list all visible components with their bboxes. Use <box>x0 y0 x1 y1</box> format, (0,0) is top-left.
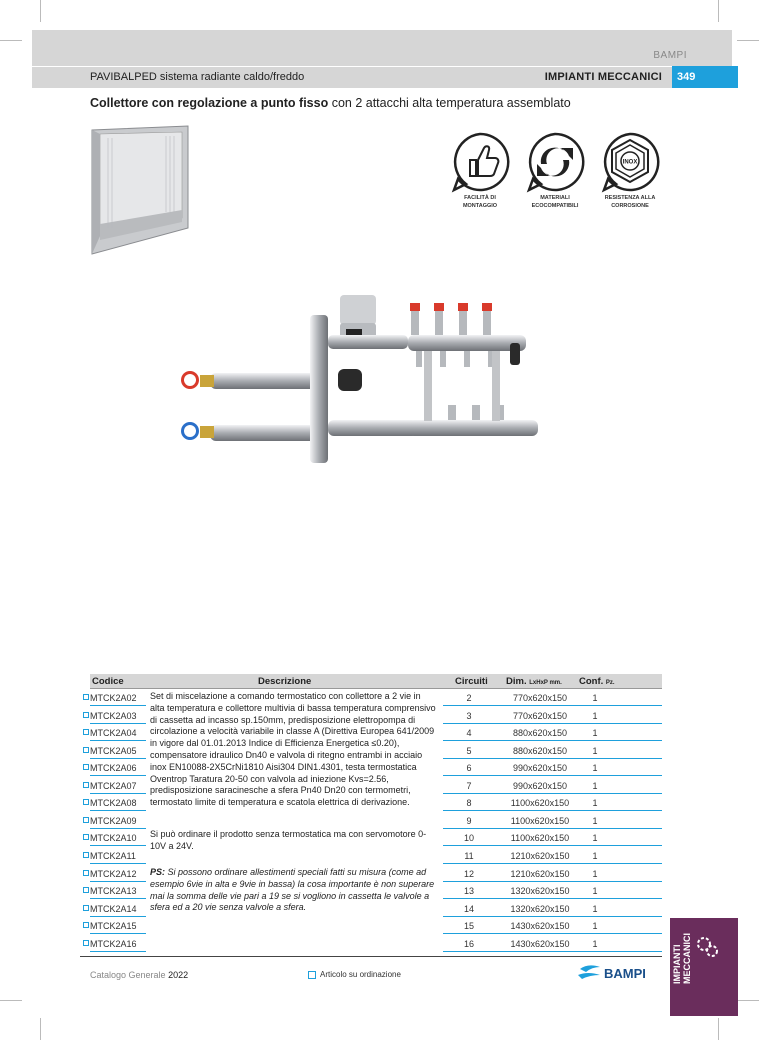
footer-legend <box>308 970 401 979</box>
side-chapter-label <box>672 924 692 984</box>
col-conf-unit: Pz. <box>605 680 615 686</box>
conf-value: 1 <box>592 728 598 739</box>
dimensions-value: 1100x620x150 <box>510 798 570 809</box>
gear-icon <box>694 934 720 960</box>
order-checkbox-icon <box>83 694 89 700</box>
badge-label: MONTAGGIO <box>462 202 498 209</box>
row-divider <box>90 951 146 952</box>
conf-value: 1 <box>592 938 598 949</box>
note-line: Si può ordinare il prodotto senza termostatica ma con servomotore 0- <box>150 829 427 839</box>
inox-label: INOX <box>622 159 638 166</box>
crop-mark <box>718 0 719 22</box>
ps-label: PS: <box>150 867 166 877</box>
conf-value: 1 <box>592 868 598 879</box>
description-line: Set di miscelazione a comando termostatico con collettore a 2 vie in <box>150 691 421 701</box>
product-code: MTCK2A16 <box>90 938 137 949</box>
manifold-image <box>180 285 550 465</box>
product-title <box>90 96 571 110</box>
order-checkbox-icon <box>83 817 89 823</box>
crop-mark <box>0 1000 22 1001</box>
note-line: 10V a 24V. <box>150 840 194 851</box>
product-title-bold: Collettore con regolazione a punto fisso <box>90 96 329 110</box>
table-bottom-rule <box>80 956 662 957</box>
product-code: MTCK2A08 <box>90 798 137 809</box>
badge-label: CORROSIONE <box>611 202 649 209</box>
dimensions-value: 770x620x150 <box>512 693 568 703</box>
ps-line: esempio 6vie in alta e 9vie in bassa) la cosa importante è non superare <box>150 878 435 889</box>
crop-mark <box>737 40 759 41</box>
conf-value: 1 <box>592 745 598 756</box>
ps-note <box>150 867 440 914</box>
product-code: MTCK2A02 <box>90 693 137 703</box>
order-checkbox-icon <box>83 940 89 946</box>
dimensions-value: 990x620x150 <box>512 763 568 774</box>
circuits-value: 4 <box>466 728 472 739</box>
col-description: Descrizione <box>258 676 312 687</box>
dimensions-value: 1100x620x150 <box>510 815 570 826</box>
description-line: alta temperatura e collettore multivia di bassa temperatura comprensivo <box>150 702 436 713</box>
circuits-value: 15 <box>463 921 474 932</box>
conf-value: 1 <box>592 798 598 809</box>
dimensions-value: 1210x620x150 <box>510 868 570 879</box>
circuits-value: 13 <box>463 886 474 897</box>
product-code: MTCK2A09 <box>90 815 137 826</box>
row-divider <box>443 951 662 952</box>
badge-easy-install <box>445 130 515 209</box>
page-number: 349 <box>672 66 738 88</box>
circuits-value: 9 <box>466 815 472 826</box>
product-code: MTCK2A14 <box>90 903 137 914</box>
table-row <box>80 917 662 934</box>
order-checkbox-icon <box>83 905 89 911</box>
product-code: MTCK2A12 <box>90 868 137 879</box>
cabinet-image <box>90 124 190 256</box>
col-code: Codice <box>92 676 124 687</box>
badge-label: RESISTENZA ALLA <box>604 195 656 201</box>
footer-legend-text: Articolo su ordinazione <box>320 970 401 979</box>
dimensions-value: 990x620x150 <box>512 780 568 791</box>
order-checkbox-icon <box>83 852 89 858</box>
description-line: inox EN10088-2X5CrNi1810 Aisi304 DIN1.4301, testa termostatica <box>150 761 417 772</box>
dimensions-value: 1320x620x150 <box>510 886 570 897</box>
order-checkbox-icon <box>83 782 89 788</box>
order-checkbox-icon <box>83 712 89 718</box>
product-code: MTCK2A10 <box>90 833 137 844</box>
crop-mark <box>737 1000 759 1001</box>
footer-year: 2022 <box>168 970 189 980</box>
conf-value: 1 <box>592 710 598 721</box>
col-dimensions <box>506 676 562 687</box>
side-label-line: IMPIANTI <box>672 944 682 984</box>
chapter-title: IMPIANTI MECCANICI <box>544 71 662 83</box>
description-line: di cassetta ad incasso sp.150mm, predisposizione elettropompa di <box>150 714 416 725</box>
col-conf <box>579 676 615 687</box>
ps-line: mai la somma delle vie pari a 19 se si vogliono in cassetta le valvole a <box>150 890 430 901</box>
ps-line: sfera ed a 20 vie senza valvole a sfera. <box>150 902 307 913</box>
logo-text: BAMPI <box>604 966 646 981</box>
dimensions-value: 1100x620x150 <box>510 833 570 844</box>
circuits-value: 8 <box>466 798 472 809</box>
header-brand: BAMPI <box>653 50 687 61</box>
order-checkbox-icon <box>83 747 89 753</box>
conf-value: 1 <box>592 833 598 844</box>
product-description <box>150 691 440 809</box>
order-checkbox-icon <box>83 922 89 928</box>
circuits-value: 12 <box>463 868 474 879</box>
header-divider <box>32 66 672 67</box>
conf-value: 1 <box>592 886 598 897</box>
crop-mark <box>718 1018 719 1040</box>
badge-corrosion <box>595 130 665 209</box>
description-line: termostato limite di temperatura e scatola elettrica di derivazione. <box>150 797 410 808</box>
description-line: Oventrop Taratura 20-50 con valvola ad iniezione Kvs=2.56, <box>150 773 389 784</box>
product-code: MTCK2A13 <box>90 886 137 897</box>
footer-catalog-label: Catalogo Generale <box>90 970 166 980</box>
conf-value: 1 <box>592 850 598 861</box>
inox-nut-icon <box>598 130 662 194</box>
circuits-value: 5 <box>466 745 472 756</box>
order-checkbox-icon <box>83 799 89 805</box>
section-title: PAVIBALPED sistema radiante caldo/freddo <box>90 71 305 83</box>
dimensions-value: 1320x620x150 <box>510 903 570 914</box>
circuits-value: 11 <box>464 850 474 861</box>
conf-value: 1 <box>592 921 598 932</box>
circuits-value: 16 <box>463 938 474 949</box>
order-checkbox-icon <box>83 870 89 876</box>
product-code: MTCK2A05 <box>90 745 137 756</box>
badge-label: FACILITÀ DI <box>464 195 496 201</box>
footer-catalog <box>90 970 188 980</box>
conf-value: 1 <box>592 763 598 774</box>
product-code: MTCK2A06 <box>90 763 137 774</box>
conf-value: 1 <box>592 815 598 826</box>
dimensions-value: 880x620x150 <box>512 728 568 739</box>
crop-mark <box>40 0 41 22</box>
circuits-value: 3 <box>466 710 472 721</box>
badge-label: ECOCOMPATIBILI <box>531 202 579 209</box>
product-code: MTCK2A15 <box>90 921 137 932</box>
description-line: compensatore idraulico Dn40 e valvola di ritegno entrambi in acciaio <box>150 749 423 760</box>
dimensions-value: 1430x620x150 <box>510 938 570 949</box>
dimensions-value: 770x620x150 <box>512 710 568 721</box>
side-label-line: MECCANICI <box>682 933 692 984</box>
circuits-value: 7 <box>466 780 472 791</box>
bampi-logo <box>578 963 660 983</box>
circuits-value: 14 <box>463 903 474 914</box>
conf-value: 1 <box>592 903 598 914</box>
order-checkbox-icon <box>83 764 89 770</box>
circuits-value: 6 <box>466 763 472 774</box>
order-checkbox-icon <box>83 729 89 735</box>
description-line: circolazione a velocità variabile in classe A (Direttiva Europea 641/2009 <box>150 726 435 737</box>
servomotor-note <box>150 829 440 853</box>
crop-mark <box>40 1018 41 1040</box>
product-title-rest: con 2 attacchi alta temperatura assemblato <box>328 96 571 110</box>
circuits-value: 2 <box>466 693 472 703</box>
conf-value: 1 <box>592 780 598 791</box>
col-conf-label: Conf. <box>579 676 604 687</box>
product-code: MTCK2A11 <box>90 850 136 861</box>
dimensions-value: 880x620x150 <box>512 745 568 756</box>
order-checkbox-icon <box>83 834 89 840</box>
order-checkbox-icon <box>83 887 89 893</box>
recycle-arrows-icon <box>523 130 587 194</box>
product-code: MTCK2A07 <box>90 780 137 791</box>
description-line: in vigore dal 01.01.2013 Indice di Efficienza Energetica ≤0.20), <box>150 738 400 749</box>
order-checkbox-icon <box>308 971 316 979</box>
col-dim-unit: LxHxP mm. <box>529 680 562 686</box>
table-row <box>80 935 662 952</box>
dimensions-value: 1430x620x150 <box>510 921 570 932</box>
circuits-value: 10 <box>463 833 474 844</box>
description-line: predisposizione saracinesche a sfera Pn40 Dn20 con termometri, <box>150 785 411 796</box>
table-header <box>90 674 662 689</box>
conf-value: 1 <box>592 693 598 703</box>
crop-mark <box>0 40 22 41</box>
ps-line <box>150 867 440 879</box>
product-code: MTCK2A04 <box>90 728 137 739</box>
col-circuits: Circuiti <box>455 676 488 687</box>
dimensions-value: 1210x620x150 <box>510 850 570 861</box>
badge-eco-materials <box>520 130 590 209</box>
table-row <box>80 812 662 829</box>
thumbs-up-icon <box>448 130 512 194</box>
product-code: MTCK2A03 <box>90 710 137 721</box>
ps-text: Si possono ordinare allestimenti speciali fatti su misura (come ad <box>165 867 427 877</box>
col-dim-label: Dim. <box>506 676 527 687</box>
badge-label: MATERIALI <box>540 195 570 201</box>
